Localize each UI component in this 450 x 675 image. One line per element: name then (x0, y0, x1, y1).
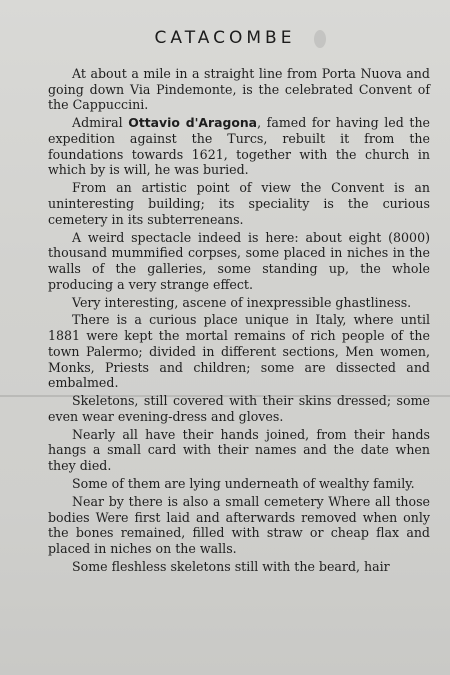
paragraph-6: There is a curious place unique in Italy, where until 1881 were kept the mortal remains of rich people of the town Palermo; divided in different sections, Men women, Monks, Priests and children; some are dissected and embalmed. (48, 312, 430, 391)
paragraph-1: At about a mile in a straight line from Porta Nuova and going down Via Pindemonte, is the celebrated Convent of the Cappuccini. (48, 66, 430, 113)
paragraph-2-rest: , famed for having led the expedition against the Turcs, rebuilt it from the foundations towards 1621, together with the church in which by is will, he was buried. (48, 115, 431, 178)
paragraph-10: Near by there is also a small cemetery Where all those bodies Were first laid and afterwards removed when only the bones remained, filled with straw or cheap flax and placed in niches on the walls. (48, 493, 430, 557)
paragraph-4: A weird spectacle indeed is here: about eight (8000) thousand mummified corpses, some placed in niches in the walls of the galleries, some standing up, the whole producing a very strange effect. (48, 229, 430, 292)
paragraph-8: Nearly all have their hands joined, from their hands hangs a small card with their names and the date when they died. (48, 426, 430, 474)
paragraph-11: Some fleshless skeletons still with the beard, hair (72, 558, 390, 574)
paragraph-2-lead: Admiral (72, 115, 129, 131)
body-text (48, 66, 430, 577)
paragraph-9: Some of them are lying underneath of wealthy family. (72, 476, 415, 492)
paragraph-3: From an artistic point of view the Convent is an uninteresting building; its speciality is the curious cemetery in its subterreneans. (48, 180, 430, 227)
paragraph-5: Very interesting, ascene of inexpressible ghastliness. (72, 294, 412, 310)
admiral-name: Ottavio d'Aragona (128, 115, 258, 131)
page-title: CATACOMBE (154, 28, 296, 48)
paragraph-2 (48, 115, 430, 178)
paragraph-7: Skeletons, still covered with their skins dressed; some even wear evening-dress and gloves. (48, 393, 430, 424)
